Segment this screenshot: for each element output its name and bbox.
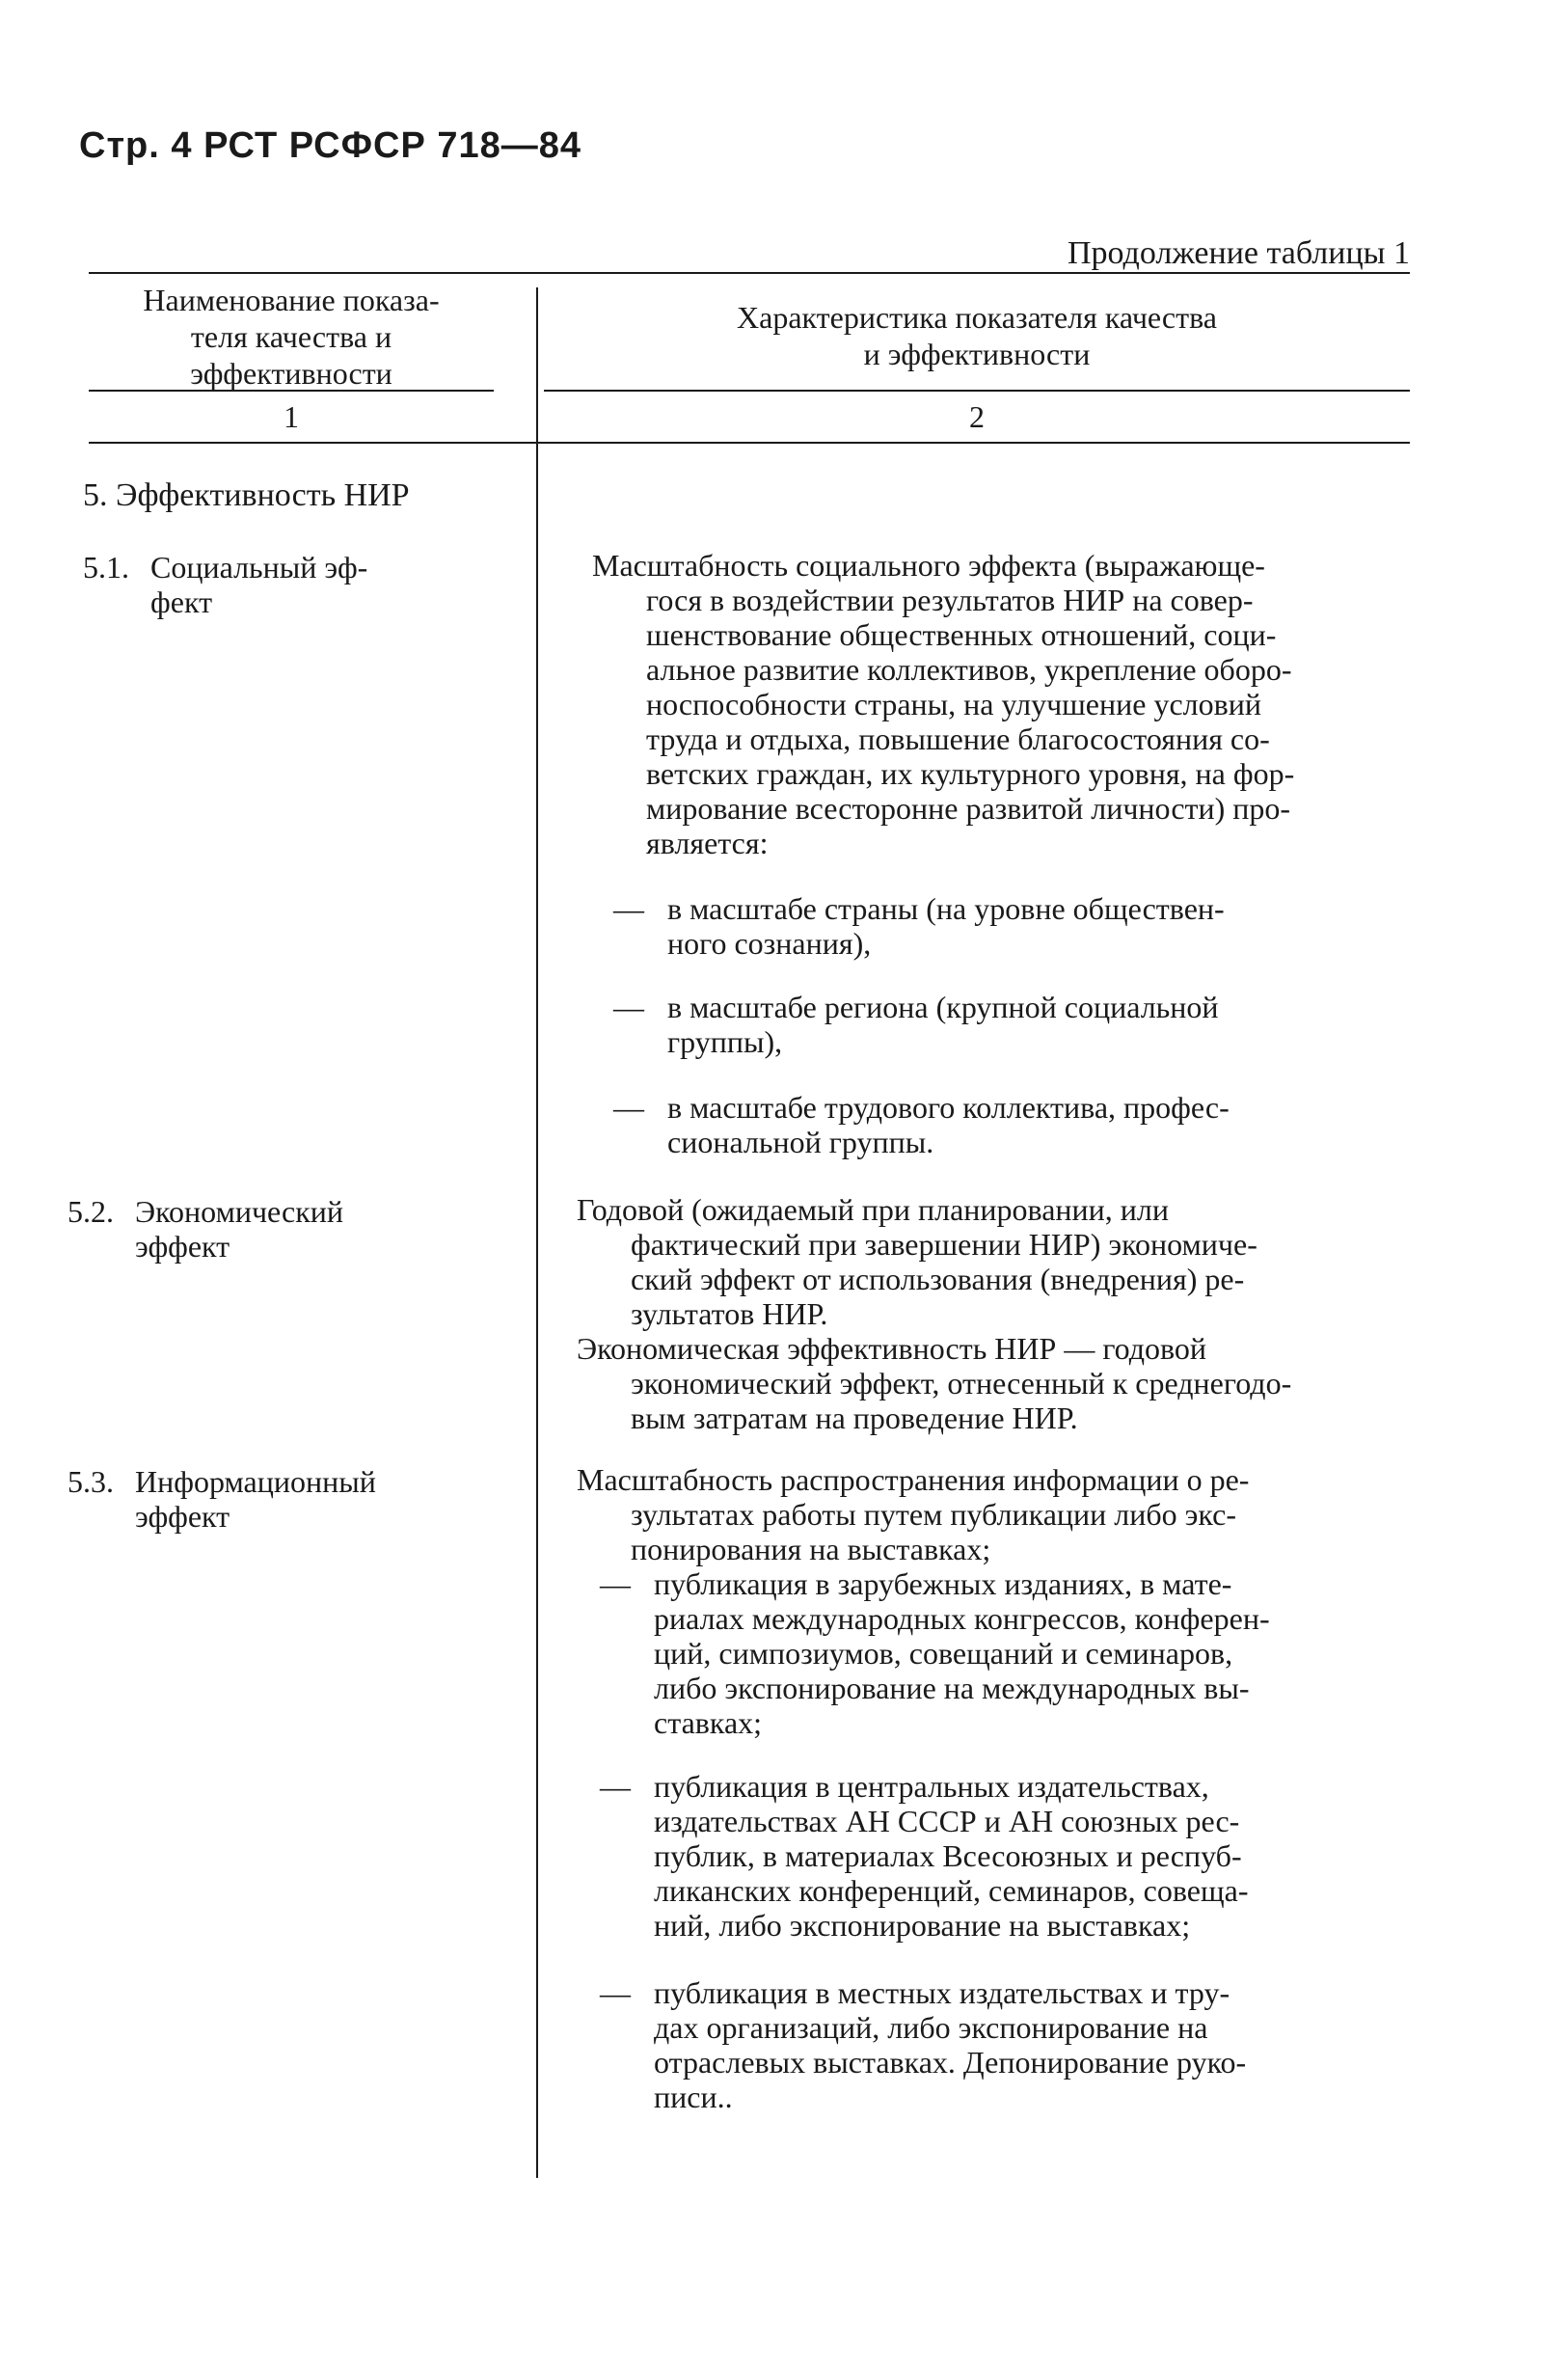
column-2-number: 2 [969,399,985,434]
page-header: Стр. 4 РСТ РСФСР 718—84 [79,125,582,166]
row-5-1-bullet-collective [613,1090,1406,1159]
bullet-text: в масштабе региона (крупной социальной группы), [667,990,1219,1059]
row-5-2-description [577,1192,1402,1435]
dash-mark: — [600,1975,631,2010]
header-sub-rule-right [544,390,1410,392]
row-5-3-bullet-foreign [600,1566,1406,1740]
row-5-1-bullet-country [613,891,1406,961]
row-5-2-label: Экономический эффект [135,1194,344,1264]
column-2-header: Характеристика показателя качества и эффективности [737,300,1217,371]
bullet-text: публикация в центральных издательствах, издательствах АН СССР и АН союзных рес- публик, в материалах Всесоюзных и респуб- ликанских конференций, семинаров, совеща- ний, либо экспонирование на выставках; [654,1769,1249,1943]
row-5-1-bullet-region [613,990,1406,1059]
dash-mark: — [600,1566,631,1601]
row-5-3-description-body: зультатах работы путем публикации либо экс- понирования на выставках; [631,1497,1236,1566]
row-5-3-bullet-central [600,1769,1406,1943]
row-5-1-description-first-line: Масштабность социального эффекта (выражающе- [592,548,1265,583]
bullet-text: в масштабе страны (на уровне обществен- ного сознания), [667,891,1225,961]
row-5-2-paragraph-2-first-line: Экономическая эффективность НИР — годовой [577,1331,1207,1366]
row-5-3-number: 5.3. [68,1464,114,1499]
row-5-1-number: 5.1. [83,550,129,585]
row-5-3-bullet-local [600,1975,1406,2114]
column-divider [536,287,538,2178]
table-continuation-label: Продолжение таблицы 1 [1067,235,1410,271]
row-5-1-description [592,548,1406,860]
dash-mark: — [613,990,644,1024]
dash-mark: — [613,891,644,926]
table-top-rule [89,272,1410,274]
row-5-2-paragraph-2-body: экономический эффект, отнесенный к среднегодо- вым затратам на проведение НИР. [631,1366,1292,1435]
row-5-2-paragraph-1-first-line: Годовой (ожидаемый при планировании, или [577,1192,1169,1227]
row-5-3-description-first-line: Масштабность распространения информации о ре- [577,1462,1250,1497]
dash-mark: — [613,1090,644,1125]
row-5-1-description-body: гося в воздействии результатов НИР на совер- шенствование общественных отношений, соци- альное развитие коллективов, укрепление оборо- носпособности страны, на улучшение условий труда и отдыха, повышение благосостояния со- ветских граждан, их культурного уровня, на фор- мирование всесторонне развитой личности) про- является: [646,583,1295,860]
bullet-text: публикация в зарубежных изданиях, в мате- риалах международных конгрессов, конферен- ций, симпозиумов, совещаний и семинаров, либо экспонирование на международных вы- ставках; [654,1566,1270,1740]
bullet-text: в масштабе трудового коллектива, профес- сиональной группы. [667,1090,1230,1159]
row-5-2-number: 5.2. [68,1194,114,1229]
dash-mark: — [600,1769,631,1804]
column-1-number: 1 [284,399,299,434]
bullet-text: публикация в местных издательствах и тру- дах организаций, либо экспонирование на отраслевых выставках. Депонирование руко- писи.. [654,1975,1247,2114]
column-1-header: Наименование показа- теля качества и эффективности [143,283,440,391]
header-bottom-rule [89,442,1410,444]
row-5-2-paragraph-1-body: фактический при завершении НИР) экономиче- ский эффект от использования (внедрения) ре- зультатов НИР. [631,1227,1257,1331]
row-5-1-label: Социальный эф- фект [150,550,368,619]
section-heading: 5. Эффективность НИР [83,477,410,513]
row-5-3-description [577,1462,1402,1566]
row-5-3-label: Информационный эффект [135,1464,376,1534]
